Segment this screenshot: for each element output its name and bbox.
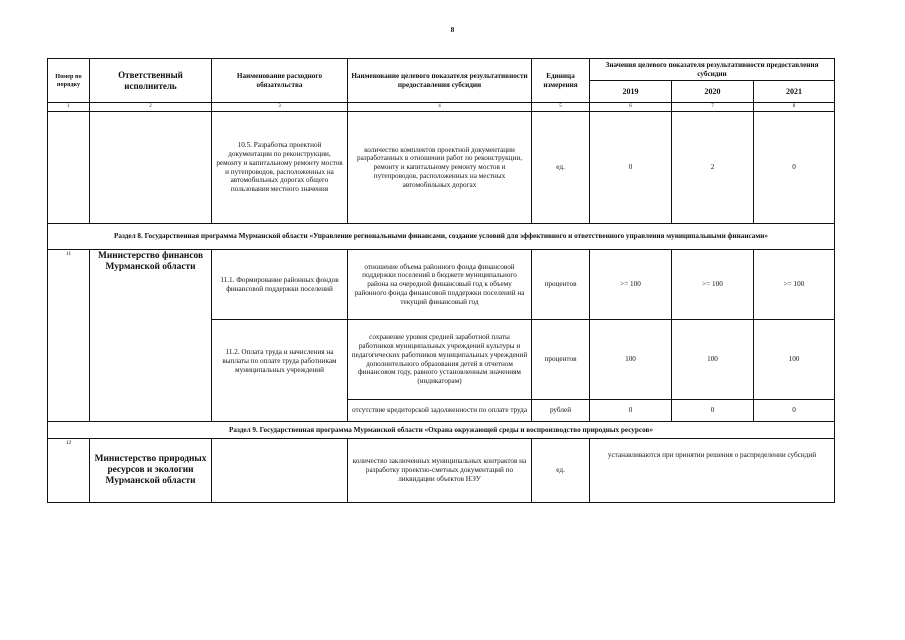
column-number: 3 (212, 103, 348, 112)
table-row (48, 112, 835, 224)
obligation-cell: 10.5. Разработка проектной документации по реконструкции, ремонту и капитальному ремонту мостов и путепроводов, расположенных на автомобильных дорогах общего пользования местного значения (212, 112, 348, 224)
header-col-unit: Единица измерения (532, 59, 590, 103)
obligation-cell: 11.2. Оплата труда и начисления на выплаты по оплате труда работникам муниципальных учреждений (212, 320, 348, 422)
value-2021-cell: 0 (754, 112, 835, 224)
subsidy-indicators-table (47, 58, 835, 503)
unit-cell: процентов (532, 320, 590, 400)
row-number-cell: 11 (48, 250, 90, 422)
value-2021-cell: 0 (754, 400, 835, 422)
value-2020-cell: 0 (672, 400, 754, 422)
header-year-2020: 2020 (672, 81, 754, 103)
unit-cell: ед. (532, 112, 590, 224)
header-year-2019: 2019 (590, 81, 672, 103)
executor-cell: Министерство природных ресурсов и экологии Мурманской области (90, 439, 212, 503)
value-2020-cell: 2 (672, 112, 754, 224)
unit-cell: рублей (532, 400, 590, 422)
table-row (48, 250, 835, 320)
obligation-cell (212, 439, 348, 503)
table-row (48, 439, 835, 503)
column-number: 2 (90, 103, 212, 112)
header-col-indicator: Наименование целевого показателя результативности предоставления субсидии (348, 59, 532, 103)
header-col-num: Номер по порядку (48, 59, 90, 103)
header-year-2021: 2021 (754, 81, 835, 103)
value-2020-cell: 100 (672, 320, 754, 400)
row-number-cell (48, 112, 90, 224)
column-number: 7 (672, 103, 754, 112)
column-numbers-row (48, 103, 835, 112)
column-number: 4 (348, 103, 532, 112)
value-2019-cell: >= 100 (590, 250, 672, 320)
page-number: 8 (450, 26, 455, 34)
value-2021-cell: >= 100 (754, 250, 835, 320)
value-2019-cell: 0 (590, 400, 672, 422)
unit-cell: ед. (532, 439, 590, 503)
column-number: 5 (532, 103, 590, 112)
indicator-cell: сохранение уровня средней заработной платы работников муниципальных учреждений культуры и педагогических работников муниципальных учреждений дополнительного образования детей в отчетном финансовом году, равного установленным значениям (индикаторам) (348, 320, 532, 400)
value-2020-cell: >= 100 (672, 250, 754, 320)
header-col-executor: Ответственный исполнитель (90, 59, 212, 103)
header-col-obligation: Наименование расходного обязательства (212, 59, 348, 103)
indicator-cell: количество заключенных муниципальных контрактов на разработку проектно-сметных документаций по ликвидации объектов НЭУ (348, 439, 532, 503)
indicator-cell: отсутствие кредиторской задолженности по оплате труда (348, 400, 532, 422)
executor-cell (90, 112, 212, 224)
column-number: 6 (590, 103, 672, 112)
unit-cell: процентов (532, 250, 590, 320)
section-9-title: Раздел 9. Государственная программа Мурманской области «Охрана окружающей среды и воспроизводство природных ресурсов» (48, 422, 835, 439)
column-number: 8 (754, 103, 835, 112)
header-col-values: Значения целевого показателя результативности предоставления субсидии (590, 59, 835, 81)
section-8-title: Раздел 8. Государственная программа Мурманской области «Управление региональными финансами, создание условий для эффективного и ответственного управления муниципальными финансами» (48, 224, 835, 250)
indicator-cell: отношение объема районного фонда финансовой поддержки поселений в бюджете муниципального района на очередной финансовый год к объему районного фонда финансовой поддержки поселений на текущий финансовый год (348, 250, 532, 320)
obligation-cell: 11.1. Формирование районных фондов финансовой поддержки поселений (212, 250, 348, 320)
indicator-cell: количество комплектов проектной документации разработанных в отношении работ по реконструкции, ремонту и капитальному ремонту мостов и путепроводов, расположенных на местных автомобильных дорогах (348, 112, 532, 224)
row-number-cell: 12 (48, 439, 90, 503)
value-2019-cell: 100 (590, 320, 672, 400)
column-number: 1 (48, 103, 90, 112)
section-row (48, 224, 835, 250)
section-row (48, 422, 835, 439)
values-note-cell: устанавливаются при принятии решения о распределении субсидий (590, 439, 835, 503)
executor-cell: Министерство финансов Мурманской области (90, 250, 212, 422)
value-2019-cell: 0 (590, 112, 672, 224)
value-2021-cell: 100 (754, 320, 835, 400)
